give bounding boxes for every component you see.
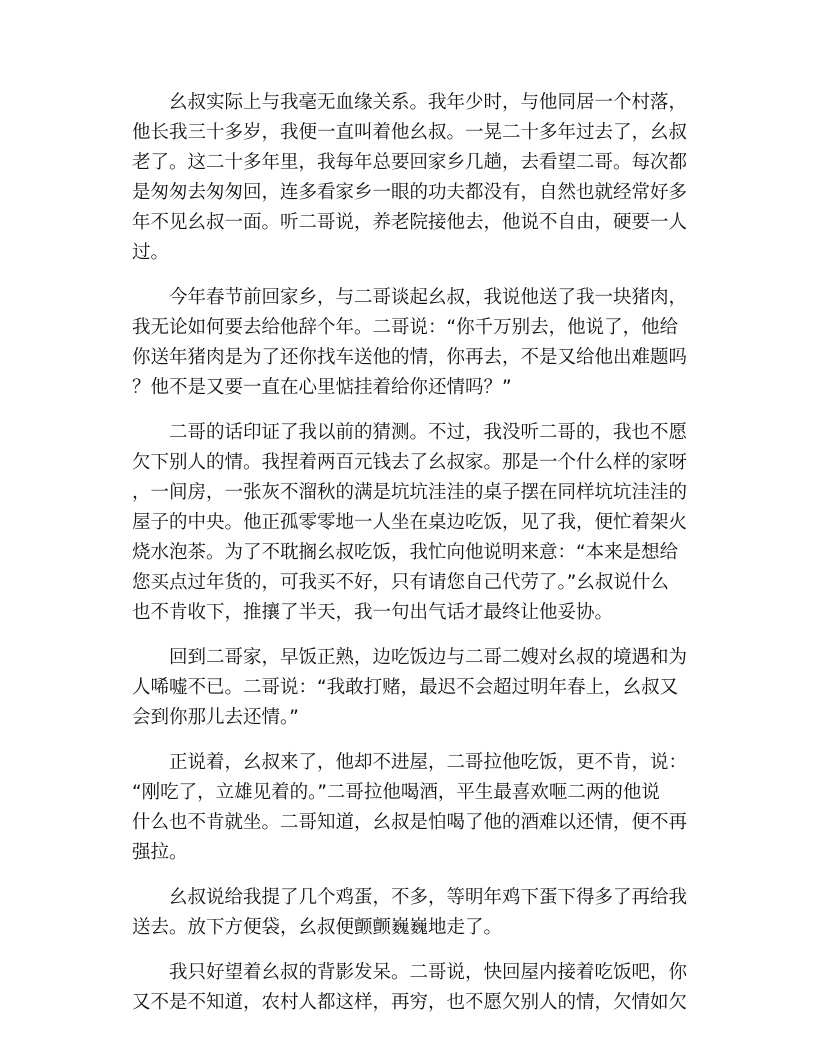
paragraph-4 (132, 643, 692, 733)
paragraph-6 (132, 883, 692, 943)
text-line: 您买点过年货的，可我买不好，只有请您自己代劳了。”幺叔说什么 (132, 572, 669, 593)
text-line: 又不是不知道，农村人都这样，再穷，也不愿欠别人的情，欠情如欠 (132, 992, 688, 1013)
text-line: ，一间房，一张灰不溜秋的满是坑坑洼洼的桌子摆在同样坑坑洼洼的 (132, 482, 688, 503)
paragraph-7 (132, 958, 692, 1018)
paragraph-3 (132, 418, 692, 628)
text-line: 会到你那儿去还情。” (132, 707, 299, 728)
text-line: 老了。这二十多年里，我每年总要回家乡几趟，去看望二哥。每次都 (132, 152, 688, 173)
text-line: 今年春节前回家乡，与二哥谈起幺叔，我说他送了我一块猪肉， (169, 287, 688, 308)
text-line: 过。 (132, 242, 170, 263)
paragraph-1 (132, 88, 692, 268)
text-line: 人唏嘘不已。二哥说：“我敢打赌，最迟不会超过明年春上，幺叔又 (132, 677, 679, 698)
text-line: 我无论如何要去给他辞个年。二哥说：“你千万别去，他说了，他给 (132, 317, 679, 338)
text-line: 二哥的话印证了我以前的猜测。不过，我没听二哥的，我也不愿 (169, 422, 688, 443)
document-body (132, 88, 692, 1033)
text-line: 年不见幺叔一面。听二哥说，养老院接他去，他说不自由，硬要一人 (132, 212, 688, 233)
paragraph-5 (132, 748, 692, 868)
text-line: ？他不是又要一直在心里惦挂着给你还情吗？” (132, 377, 512, 398)
text-line: “刚吃了，立雄见着的。”二哥拉他喝酒，平生最喜欢咂二两的他说 (132, 782, 660, 803)
text-line: 强拉。 (132, 842, 188, 863)
text-line: 他长我三十多岁，我便一直叫着他幺叔。一晃二十多年过去了，幺叔 (132, 122, 688, 143)
text-line: 屋子的中央。他正孤零零地一人坐在桌边吃饭，见了我，便忙着架火 (132, 512, 688, 533)
text-line: 什么也不肯就坐。二哥知道，幺叔是怕喝了他的酒难以还情，便不再 (132, 812, 688, 833)
text-line: 你送年猪肉是为了还你找车送他的情，你再去，不是又给他出难题吗 (132, 347, 688, 368)
text-line: 烧水泡茶。为了不耽搁幺叔吃饭，我忙向他说明来意：“本来是想给 (132, 542, 679, 563)
text-line: 欠下别人的情。我捏着两百元钱去了幺叔家。那是一个什么样的家呀 (132, 452, 688, 473)
text-line: 是匆匆去匆匆回，连多看家乡一眼的功夫都没有，自然也就经常好多 (132, 182, 688, 203)
text-line: 回到二哥家，早饭正熟，边吃饭边与二哥二嫂对幺叔的境遇和为 (169, 647, 688, 668)
paragraph-2 (132, 283, 692, 403)
text-line: 幺叔实际上与我毫无血缘关系。我年少时，与他同居一个村落， (169, 92, 688, 113)
text-line: 幺叔说给我提了几个鸡蛋，不多，等明年鸡下蛋下得多了再给我 (169, 887, 688, 908)
text-line: 正说着，幺叔来了，他却不进屋，二哥拉他吃饭，更不肯，说： (169, 752, 688, 773)
text-line: 我只好望着幺叔的背影发呆。二哥说，快回屋内接着吃饭吧，你 (169, 962, 688, 983)
text-line: 送去。放下方便袋，幺叔便颤颤巍巍地走了。 (132, 917, 503, 938)
text-line: 也不肯收下，推攘了半天，我一句出气话才最终让他妥协。 (132, 602, 614, 623)
